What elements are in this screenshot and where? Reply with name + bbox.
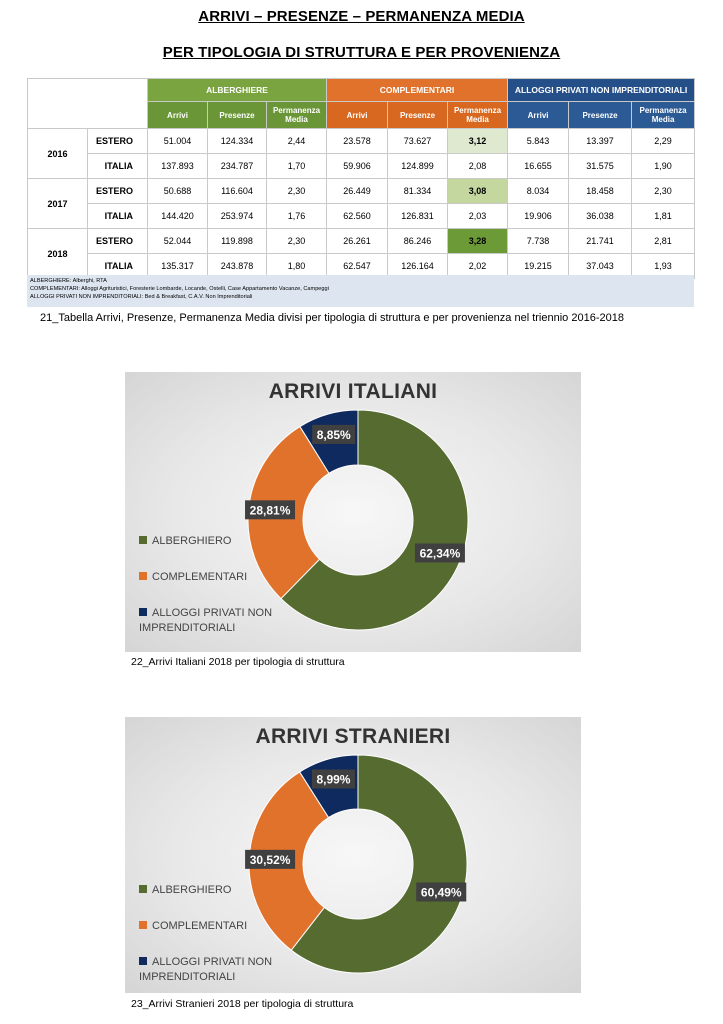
table-notes (27, 275, 694, 307)
table-cell: 51.004 (148, 129, 208, 154)
table-cell: 2,44 (267, 129, 327, 154)
chart-caption: 23_Arrivi Stranieri 2018 per tipologia di struttura (131, 998, 354, 1010)
table-cell: 2,02 (448, 254, 508, 279)
legend-swatch (139, 921, 147, 929)
table-cell: 5.843 (508, 129, 569, 154)
data-label: 30,52% (249, 852, 291, 867)
col-header: Presenze (569, 102, 632, 129)
origin-cell: ITALIA (88, 254, 148, 279)
table-cell: 86.246 (388, 229, 448, 254)
table-cell: 137.893 (148, 154, 208, 179)
table-cell: 52.044 (148, 229, 208, 254)
table-row (28, 154, 695, 179)
table-cell: 2,81 (632, 229, 695, 254)
table-corner (28, 79, 148, 129)
table-cell: 119.898 (208, 229, 267, 254)
table-cell: 2,30 (267, 229, 327, 254)
legend-swatch (139, 536, 147, 544)
col-header: Arrivi (508, 102, 569, 129)
table-cell: 62.560 (327, 204, 388, 229)
table-cell: 3,08 (448, 179, 508, 204)
table-cell: 19.215 (508, 254, 569, 279)
origin-cell: ESTERO (88, 179, 148, 204)
legend-swatch (139, 957, 147, 965)
table-cell: 243.878 (208, 254, 267, 279)
legend-item-alberghiero (139, 534, 231, 549)
table-cell: 2,30 (267, 179, 327, 204)
donut-chart-svg (125, 717, 581, 993)
table-cell: 124.899 (388, 154, 448, 179)
table-cell: 2,08 (448, 154, 508, 179)
table-cell: 31.575 (569, 154, 632, 179)
table-cell: 59.906 (327, 154, 388, 179)
legend-label: ALLOGGI PRIVATI NON IMPRENDITORIALI (139, 607, 273, 634)
col-header: Permanenza Media (448, 102, 508, 129)
statistics-table (27, 78, 695, 279)
table-cell: 3,12 (448, 129, 508, 154)
table-cell: 144.420 (148, 204, 208, 229)
table-cell: 234.787 (208, 154, 267, 179)
note-alberghiere: ALBERGHIERE: Alberghi, RTA (30, 278, 107, 284)
origin-cell: ITALIA (88, 204, 148, 229)
table-cell: 1,90 (632, 154, 695, 179)
year-cell: 2016 (28, 129, 88, 179)
data-label: 62,34% (419, 546, 461, 561)
table-row (28, 179, 695, 204)
legend-swatch (139, 608, 147, 616)
legend-swatch (139, 885, 147, 893)
table-cell: 126.831 (388, 204, 448, 229)
table-row (28, 204, 695, 229)
col-header: Permanenza Media (632, 102, 695, 129)
table-cell: 135.317 (148, 254, 208, 279)
group-header-alloggi: ALLOGGI PRIVATI NON IMPRENDITORIALI (508, 79, 695, 102)
table-cell: 23.578 (327, 129, 388, 154)
table-cell: 13.397 (569, 129, 632, 154)
col-header: Presenze (388, 102, 448, 129)
legend-swatch (139, 572, 147, 580)
table-cell: 73.627 (388, 129, 448, 154)
chart-title: ARRIVI ITALIANI (268, 380, 438, 403)
group-header-alberghiere: ALBERGHIERE (148, 79, 327, 102)
table-cell: 62.547 (327, 254, 388, 279)
col-header: Arrivi (148, 102, 208, 129)
table-row (28, 129, 695, 154)
table-row (28, 229, 695, 254)
table-cell: 2,29 (632, 129, 695, 154)
table-cell: 253.974 (208, 204, 267, 229)
data-label: 60,49% (420, 885, 462, 900)
origin-cell: ITALIA (88, 154, 148, 179)
legend-label: COMPLEMENTARI (152, 571, 248, 583)
data-label: 28,81% (249, 503, 291, 518)
legend-item-complementari (139, 570, 247, 585)
chart-arrivi-italiani (125, 372, 581, 652)
table-cell: 2,03 (448, 204, 508, 229)
document-title: ARRIVI – PRESENZE – PERMANENZA MEDIA (198, 8, 525, 25)
table-cell: 124.334 (208, 129, 267, 154)
year-cell: 2017 (28, 179, 88, 229)
table-cell: 50.688 (148, 179, 208, 204)
table-cell: 1,80 (267, 254, 327, 279)
col-header: Arrivi (327, 102, 388, 129)
col-header: Permanenza Media (267, 102, 327, 129)
legend-item-alloggi (139, 606, 289, 636)
note-alloggi: ALLOGGI PRIVATI NON IMPRENDITORIALI: Bed & Breakfast, C.A.V. Non Imprenditoriali (30, 294, 253, 300)
table-cell: 116.604 (208, 179, 267, 204)
data-label: 8,85% (316, 427, 351, 442)
year-cell: 2018 (28, 229, 88, 279)
table-cell: 1,93 (632, 254, 695, 279)
legend-item-alloggi (139, 955, 289, 985)
table-cell: 81.334 (388, 179, 448, 204)
col-header: Presenze (208, 102, 267, 129)
chart-arrivi-stranieri (125, 717, 581, 993)
table-cell: 18.458 (569, 179, 632, 204)
table-cell: 1,76 (267, 204, 327, 229)
origin-cell: ESTERO (88, 129, 148, 154)
chart-caption: 22_Arrivi Italiani 2018 per tipologia di struttura (131, 656, 345, 668)
table-cell: 1,70 (267, 154, 327, 179)
table-cell: 3,28 (448, 229, 508, 254)
legend-item-alberghiero (139, 883, 231, 898)
table-caption: 21_Tabella Arrivi, Presenze, Permanenza Media divisi per tipologia di struttura e per provenienza nel triennio 2016-2018 (40, 312, 624, 324)
table-cell: 26.261 (327, 229, 388, 254)
table-cell: 126.164 (388, 254, 448, 279)
table-cell: 26.449 (327, 179, 388, 204)
legend-label: ALBERGHIERO (152, 535, 232, 547)
document-subtitle: PER TIPOLOGIA DI STRUTTURA E PER PROVENIENZA (162, 44, 561, 61)
table-cell: 19.906 (508, 204, 569, 229)
table-cell: 1,81 (632, 204, 695, 229)
table-cell: 8.034 (508, 179, 569, 204)
table-cell: 2,30 (632, 179, 695, 204)
group-header-complementari: COMPLEMENTARI (327, 79, 508, 102)
chart-title: ARRIVI STRANIERI (255, 725, 451, 748)
table-cell: 7.738 (508, 229, 569, 254)
table-cell: 21.741 (569, 229, 632, 254)
legend-label: COMPLEMENTARI (152, 920, 248, 932)
table-cell: 37.043 (569, 254, 632, 279)
table-cell: 36.038 (569, 204, 632, 229)
legend-label: ALLOGGI PRIVATI NON IMPRENDITORIALI (139, 956, 273, 983)
legend-label: ALBERGHIERO (152, 884, 232, 896)
table-cell: 16.655 (508, 154, 569, 179)
origin-cell: ESTERO (88, 229, 148, 254)
data-label: 8,99% (316, 772, 351, 787)
legend-item-complementari (139, 919, 247, 934)
note-complementari: COMPLEMENTARI: Alloggi Agrituristici, Foresterie Lombarde, Locande, Ostelli, Case Appartamento Vacanze, Campeggi (30, 286, 329, 292)
